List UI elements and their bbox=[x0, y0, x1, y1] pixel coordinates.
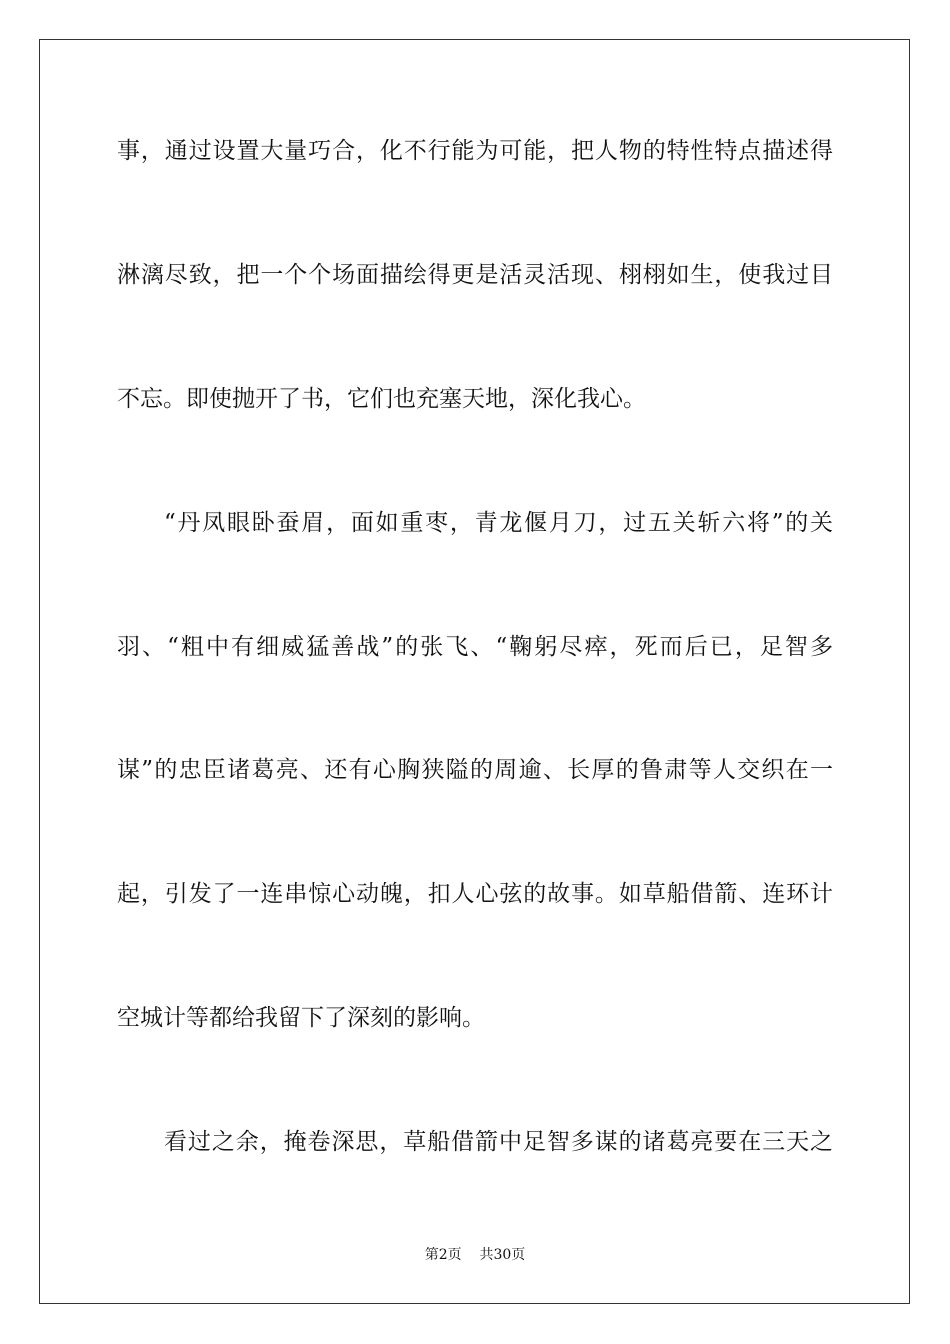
text-line: 不忘。即使抛开了书，它们也充塞天地，深化我心。 bbox=[117, 386, 646, 412]
text-line: “丹凤眼卧蚕眉，面如重枣，青龙偃月刀，过五关斩六将”的关 bbox=[164, 510, 833, 536]
page-total: 共30页 bbox=[479, 1247, 526, 1263]
text-line: 淋漓尽致，把一个个场面描绘得更是活灵活现、栩栩如生，使我过目 bbox=[117, 262, 833, 288]
text-line: 起，引发了一连串惊心动魄，扣人心弦的故事。如草船借箭、连环计 bbox=[117, 881, 833, 907]
page-border bbox=[39, 39, 910, 1304]
text-line: 空城计等都给我留下了深刻的影响。 bbox=[117, 1005, 485, 1031]
page-footer bbox=[0, 1245, 950, 1265]
page-number: 第2页 bbox=[424, 1247, 462, 1263]
text-line: 看过之余，掩卷深思，草船借箭中足智多谋的诸葛亮要在三天之 bbox=[164, 1129, 833, 1155]
text-line: 谋”的忠臣诸葛亮、还有心胸狭隘的周逾、长厚的鲁肃等人交织在一 bbox=[117, 757, 833, 783]
text-line: 羽、“粗中有细威猛善战”的张飞、“鞠躬尽瘁，死而后已，足智多 bbox=[117, 634, 833, 660]
text-line: 事，通过设置大量巧合，化不行能为可能，把人物的特性特点描述得 bbox=[117, 138, 833, 164]
